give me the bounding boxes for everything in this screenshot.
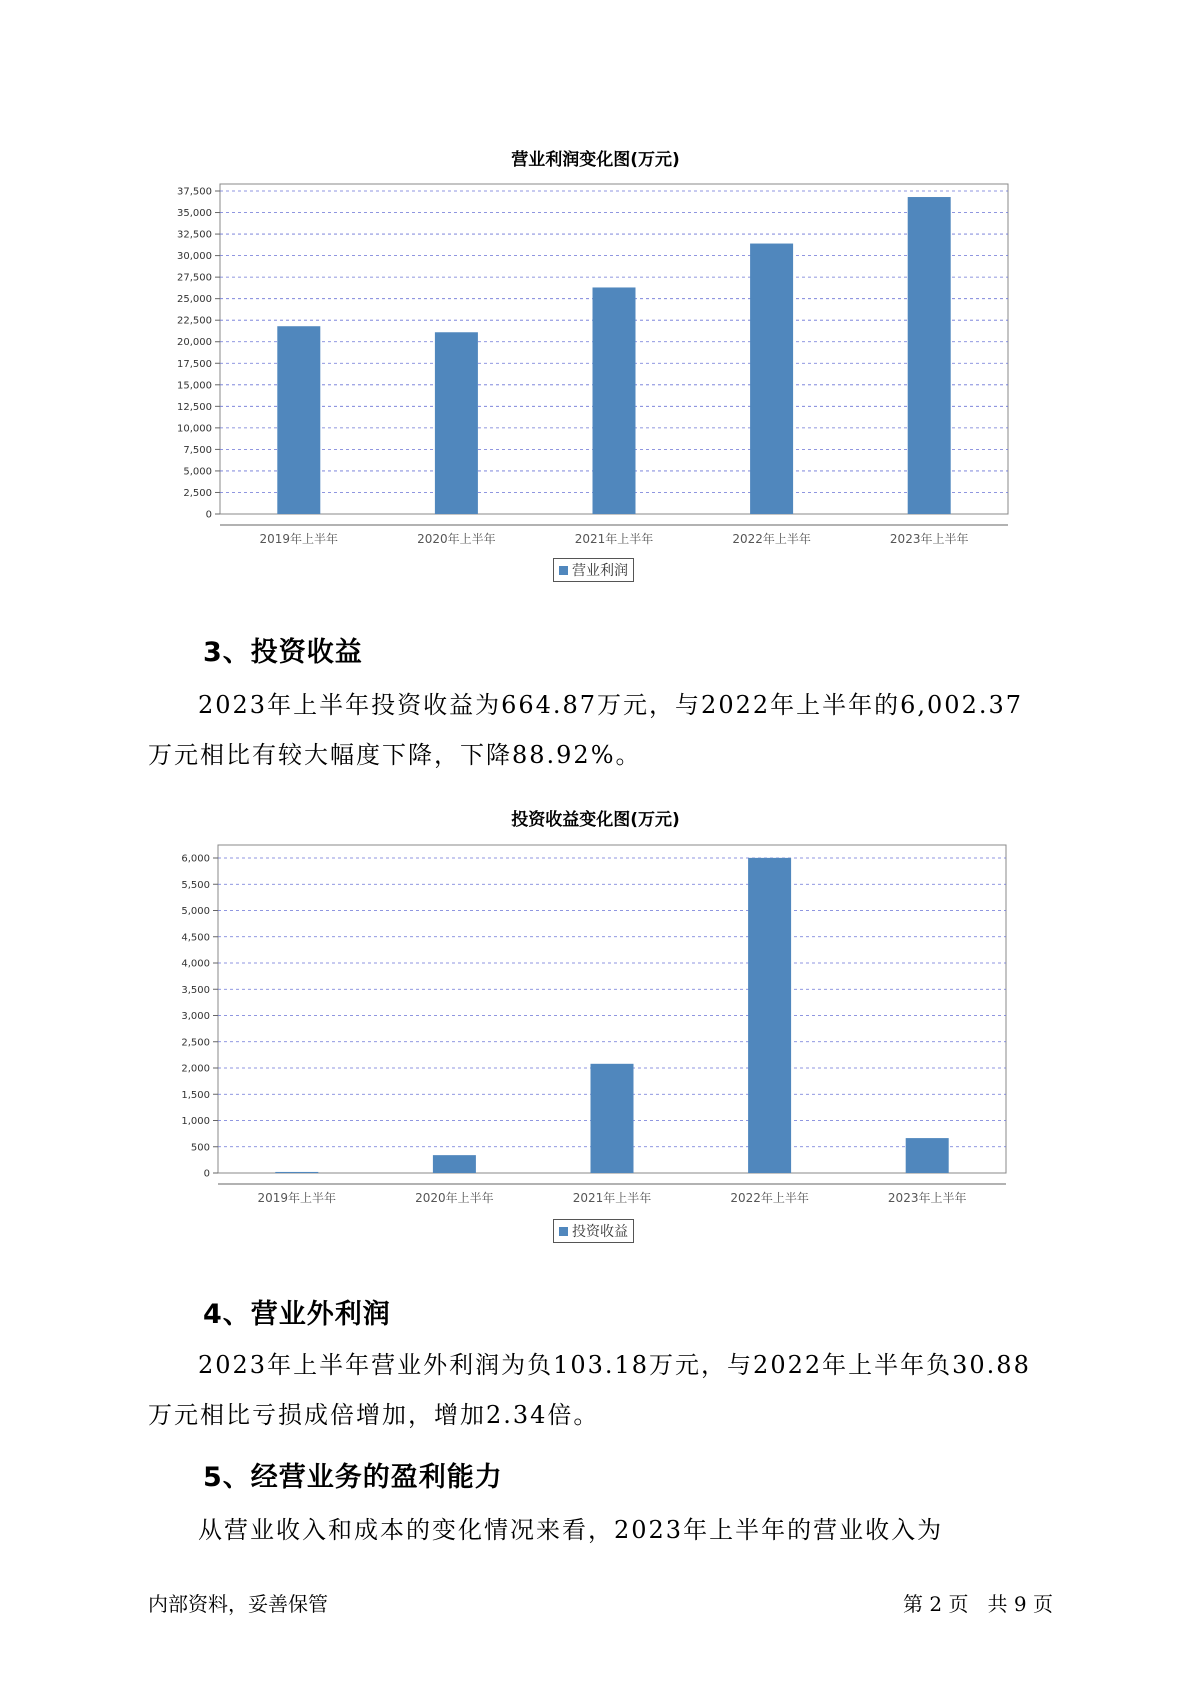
y-tick-label: 17,500 xyxy=(177,358,212,370)
footer-left: 内部资料，妥善保管 xyxy=(148,1592,328,1616)
y-tick-label: 5,000 xyxy=(181,906,210,917)
x-tick-label: 2021年上半年 xyxy=(574,532,654,546)
section3-heading: 3、投资收益 xyxy=(203,637,363,668)
section3-paragraph: 2023年上半年投资收益为664.87万元，与2022年上半年的6,002.37万元相比有较大幅度下降，下降88.92%。 xyxy=(148,691,1024,769)
y-tick-label: 30,000 xyxy=(177,251,212,263)
x-tick-label: 2023年上半年 xyxy=(887,1191,967,1205)
x-tick-label: 2023年上半年 xyxy=(889,532,969,546)
chart2-legend xyxy=(553,1219,634,1243)
y-tick-label: 4,000 xyxy=(181,958,210,970)
section5-heading: 5、经营业务的盈利能力 xyxy=(203,1462,503,1493)
bar xyxy=(433,1155,476,1173)
y-tick-label: 15,000 xyxy=(177,380,212,392)
x-tick-label: 2020年上半年 xyxy=(417,532,496,546)
x-tick-label: 2022年上半年 xyxy=(732,532,811,546)
y-tick-label: 37,500 xyxy=(177,186,212,198)
y-tick-label: 3,500 xyxy=(181,984,210,996)
bar xyxy=(275,1172,318,1173)
y-tick-label: 500 xyxy=(190,1142,210,1154)
y-tick-label: 32,500 xyxy=(177,229,212,241)
y-tick-label: 5,500 xyxy=(181,879,210,891)
x-tick-label: 2021年上半年 xyxy=(572,1191,652,1205)
x-tick-label: 2019年上半年 xyxy=(257,1191,337,1205)
y-tick-label: 0 xyxy=(205,509,212,521)
x-tick-label: 2022年上半年 xyxy=(730,1191,809,1205)
bar xyxy=(906,1138,949,1173)
y-tick-label: 27,500 xyxy=(177,272,212,284)
section5-paragraph: 从营业收入和成本的变化情况来看，2023年上半年的营业收入为 xyxy=(198,1516,944,1544)
y-tick-label: 6,000 xyxy=(181,853,210,865)
y-tick-label: 7,500 xyxy=(183,444,212,456)
bar xyxy=(591,1064,634,1173)
section4-paragraph: 2023年上半年营业外利润为负103.18万元，与2022年上半年负30.88万元相比亏损成倍增加，增加2.34倍。 xyxy=(148,1351,1031,1429)
y-tick-label: 5,000 xyxy=(183,466,212,478)
section4-heading: 4、营业外利润 xyxy=(203,1299,391,1330)
y-tick-label: 4,500 xyxy=(181,932,210,944)
y-tick-label: 2,500 xyxy=(181,1037,210,1049)
chart1-title: 营业利润变化图(万元) xyxy=(511,150,680,170)
y-tick-label: 3,000 xyxy=(181,1011,210,1022)
y-tick-label: 10,000 xyxy=(177,423,212,435)
y-tick-label: 12,500 xyxy=(177,401,212,413)
y-tick-label: 1,000 xyxy=(181,1116,210,1127)
y-tick-label: 1,500 xyxy=(181,1089,210,1101)
y-tick-label: 2,500 xyxy=(183,487,212,499)
y-tick-label: 0 xyxy=(203,1168,210,1180)
legend-swatch xyxy=(559,1227,568,1236)
bar xyxy=(748,858,791,1173)
x-tick-label: 2019年上半年 xyxy=(259,532,339,546)
chart2-legend-label: 投资收益 xyxy=(572,1224,628,1240)
y-tick-label: 2,000 xyxy=(181,1063,210,1075)
y-tick-label: 20,000 xyxy=(177,337,212,349)
chart2-title: 投资收益变化图(万元) xyxy=(511,810,680,830)
y-tick-label: 35,000 xyxy=(177,208,212,220)
footer-page-number: 第 2 页 共 9 页 xyxy=(903,1592,1053,1616)
y-tick-label: 22,500 xyxy=(177,315,212,327)
chart1-legend-label: 营业利润 xyxy=(572,563,628,579)
y-tick-label: 25,000 xyxy=(177,294,212,306)
x-tick-label: 2020年上半年 xyxy=(415,1191,494,1205)
